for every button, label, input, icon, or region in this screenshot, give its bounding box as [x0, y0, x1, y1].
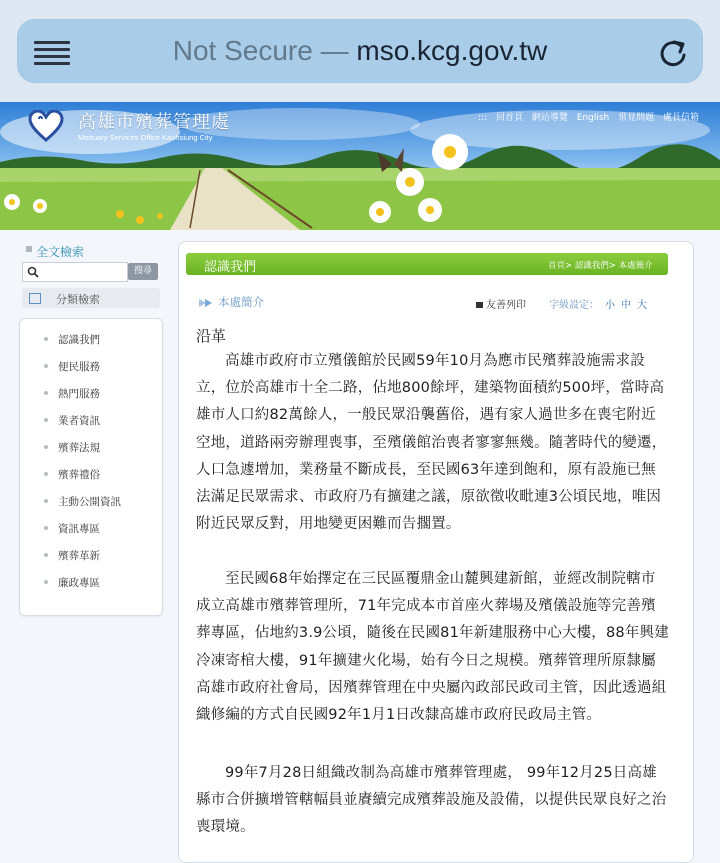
content-paragraph-2: 至民國68年始擇定在三民區覆鼎金山麓興建新館，並經改制院轄市成立高雄市殯葬管理所，71年完成本市首座火葬場及殯儀設施等完善殯葬專區，佔地約3.9公頃，隨後在民國81年新建服務中心大樓，88年興建冷凍寄棺大樓，91年擴建火化場，始有今日之規模。殯葬管理所原隸屬高雄市政府社會局，因殯葬管理在中央屬內政部民政司主管，因此透過組織修編的方式自民國92年1月1日改隸高雄市政府民政局主管。	[196, 571, 669, 724]
section-title: 認識我們	[204, 260, 257, 275]
sidebar-item-label: 業者資訊	[58, 415, 100, 427]
sidebar-item-customs[interactable]	[20, 464, 162, 486]
sidebar-item-info-zone[interactable]	[20, 518, 162, 540]
bullet-icon	[44, 364, 48, 368]
sidebar-item-vendors[interactable]	[20, 410, 162, 432]
font-size-medium-button[interactable]: 中	[621, 300, 631, 311]
sidebar-item-label: 殯葬革新	[58, 550, 100, 562]
font-size-large-button[interactable]: 大	[637, 300, 647, 311]
sidebar-item-label: 廉政專區	[58, 577, 100, 589]
site-title[interactable]: 高雄市殯葬管理處	[78, 112, 230, 133]
fulltext-search-label: 全文檢索	[36, 245, 85, 259]
site-logo-heart-icon[interactable]	[28, 110, 64, 142]
arrow-icon	[198, 298, 214, 308]
sidebar-item-reform[interactable]	[20, 545, 162, 567]
bullet-icon	[44, 337, 48, 341]
subsection-title	[198, 294, 264, 310]
sidebar-item-about[interactable]	[20, 329, 162, 351]
print-label: 友善列印	[486, 300, 526, 311]
bullet-icon	[44, 445, 48, 449]
browser-toolbar	[0, 0, 720, 102]
category-search-label: 分類檢索	[56, 293, 100, 306]
subsection-label: 本處簡介	[218, 295, 264, 309]
reload-icon[interactable]	[655, 35, 691, 71]
bullet-icon	[44, 472, 48, 476]
search-bullet-icon	[26, 246, 32, 252]
bullet-icon	[44, 526, 48, 530]
sidebar-menu	[19, 318, 163, 616]
top-link-divider: :::	[478, 113, 488, 123]
sidebar-item-label: 殯葬禮俗	[58, 469, 100, 481]
url-text	[17, 19, 703, 83]
top-link-sitemap[interactable]: 網站導覽	[531, 113, 568, 123]
top-links	[478, 110, 705, 123]
category-icon	[29, 293, 41, 304]
top-link-director-mailbox[interactable]: 處長信箱	[663, 113, 700, 123]
printer-icon	[476, 302, 483, 308]
address-bar[interactable]	[17, 19, 703, 83]
sidebar-item-popular[interactable]	[20, 383, 162, 405]
top-link-faq[interactable]: 常見問題	[618, 113, 655, 123]
search-button[interactable]: 搜尋	[128, 263, 158, 280]
bullet-icon	[44, 391, 48, 395]
search-input[interactable]	[22, 262, 128, 282]
bullet-icon	[44, 418, 48, 422]
sidebar-item-label: 便民服務	[58, 361, 100, 373]
category-search-button[interactable]	[22, 288, 160, 308]
breadcrumb[interactable]: 首頁> 認識我們> 本處簡介	[548, 261, 653, 271]
content-paragraph-3: 99年7月28日組織改制為高雄市殯葬管理處， 99年12月25日高雄縣市合併擴增管轄幅員並賡續完成殯葬設施及設備，以提供民眾良好之治喪環境。	[196, 765, 667, 836]
content-paragraph-1: 高雄市政府市立殯儀館於民國59年10月為應市民殯葬設施需求設立，位於高雄市十全二路，佔地800餘坪，建築物面積約500坪，當時高雄市人口約82萬餘人，一般民眾沿襲舊俗，遇有家人過世多在喪宅附近空地，道路兩旁辦理喪事，至殯儀館治喪者寥寥無幾。隨著時代的變遷，人口急遽增加，業務量不斷成長，至民國63年達到飽和，原有設施已無法滿足民眾需求、市政府乃有擴建之議，原欲徵收毗連3公頃民地，唯因附近民眾反對，用地變更困難而告擱置。	[196, 353, 667, 533]
sidebar-item-label: 主動公開資訊	[58, 496, 121, 508]
bullet-icon	[44, 499, 48, 503]
search-icon	[27, 266, 39, 278]
font-size-small-button[interactable]: 小	[605, 300, 615, 311]
site-subtitle: Mortuary Services Office Kaohsiung City	[78, 133, 213, 142]
font-size-control	[549, 296, 647, 311]
url-security-label: Not Secure —	[172, 35, 357, 66]
sidebar-item-integrity[interactable]	[20, 572, 162, 594]
bullet-icon	[44, 580, 48, 584]
fulltext-search-title	[36, 243, 84, 260]
sidebar-item-regulations[interactable]	[20, 437, 162, 459]
sidebar-item-public-info[interactable]	[20, 491, 162, 513]
font-size-label: 字級設定：	[549, 300, 599, 311]
sidebar-item-label: 資訊專區	[58, 523, 100, 535]
print-button[interactable]	[476, 296, 526, 311]
sidebar-item-label: 熱門服務	[58, 388, 100, 400]
url-domain: mso.kcg.gov.tw	[356, 35, 548, 66]
top-link-home[interactable]: 回首頁	[495, 113, 523, 123]
sidebar-item-label: 殯葬法規	[58, 442, 100, 454]
sidebar-item-services[interactable]	[20, 356, 162, 378]
bullet-icon	[44, 553, 48, 557]
sidebar-item-label: 認識我們	[58, 334, 100, 346]
content-heading: 沿革	[196, 327, 227, 345]
top-link-english[interactable]: English	[576, 113, 610, 123]
